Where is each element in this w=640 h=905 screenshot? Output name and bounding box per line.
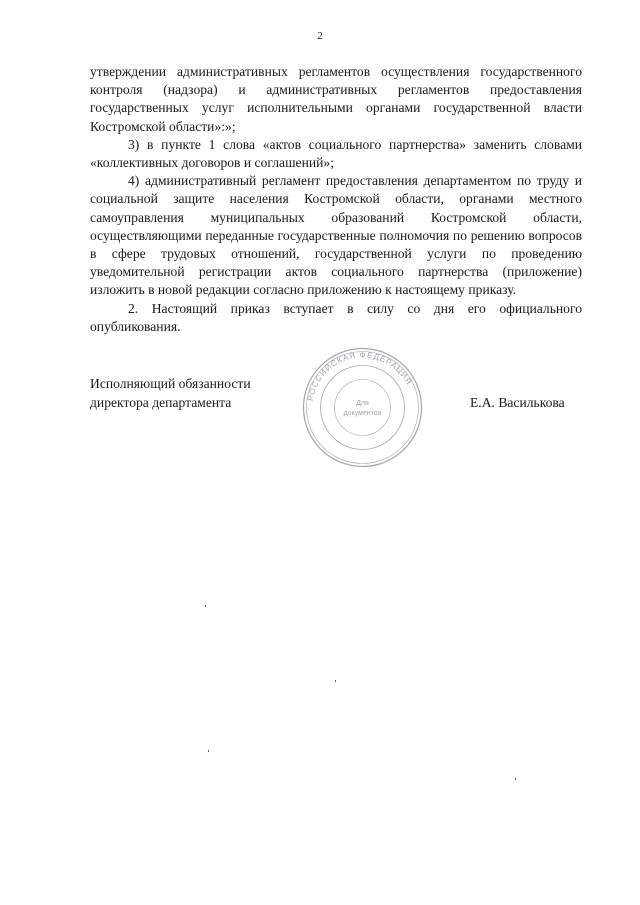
svg-text:РОССИЙСКАЯ ФЕДЕРАЦИЯ: [306, 350, 414, 401]
scan-speck: [205, 605, 206, 607]
seal-center-line2: документов: [343, 410, 382, 417]
scan-speck: [515, 778, 516, 780]
signatory-position-line2: директора департамента: [90, 394, 232, 410]
signatory-position-line1: Исполняющий обязанности: [90, 376, 251, 391]
document-body: [90, 63, 582, 336]
official-seal-stamp: [300, 345, 425, 470]
paragraph-clause-2: 2. Настоящий приказ вступает в силу со дня его официального опубликования.: [90, 300, 582, 334]
signatory-position: [90, 375, 251, 412]
scan-speck: [335, 680, 336, 682]
paragraph-continuation: утверждении административных регламентов осуществления государственного контроля (надзора) и административных регламентов предоставления государственных услуг исполнительными органами государственной власти Костромской области»:»;: [90, 64, 582, 134]
page-number: 2: [317, 30, 323, 42]
seal-outer-text: РОССИЙСКАЯ ФЕДЕРАЦИЯ: [305, 350, 414, 402]
paragraph-item-3: 3) в пункте 1 слова «актов социального партнерства» заменить словами «коллективных договоров и соглашений»;: [90, 136, 582, 171]
paragraph-item-4: 4) административный регламент предоставления департаментом по труду и социальной защите населения Костромской области, органами местного самоуправления муниципальных образований Костромской области, осуществляющими переданные государственные полномочия по решению вопросов в сфере трудовых отношений, государственной услуги по проведению уведомительной регистрации актов социального партнерства (приложение) изложить в новой редакции согласно приложению к настоящему приказу.: [90, 173, 582, 298]
scan-speck: [208, 750, 209, 752]
signatory-name: Е.А. Василькова: [470, 395, 565, 410]
seal-center-line1: Для: [356, 400, 369, 407]
